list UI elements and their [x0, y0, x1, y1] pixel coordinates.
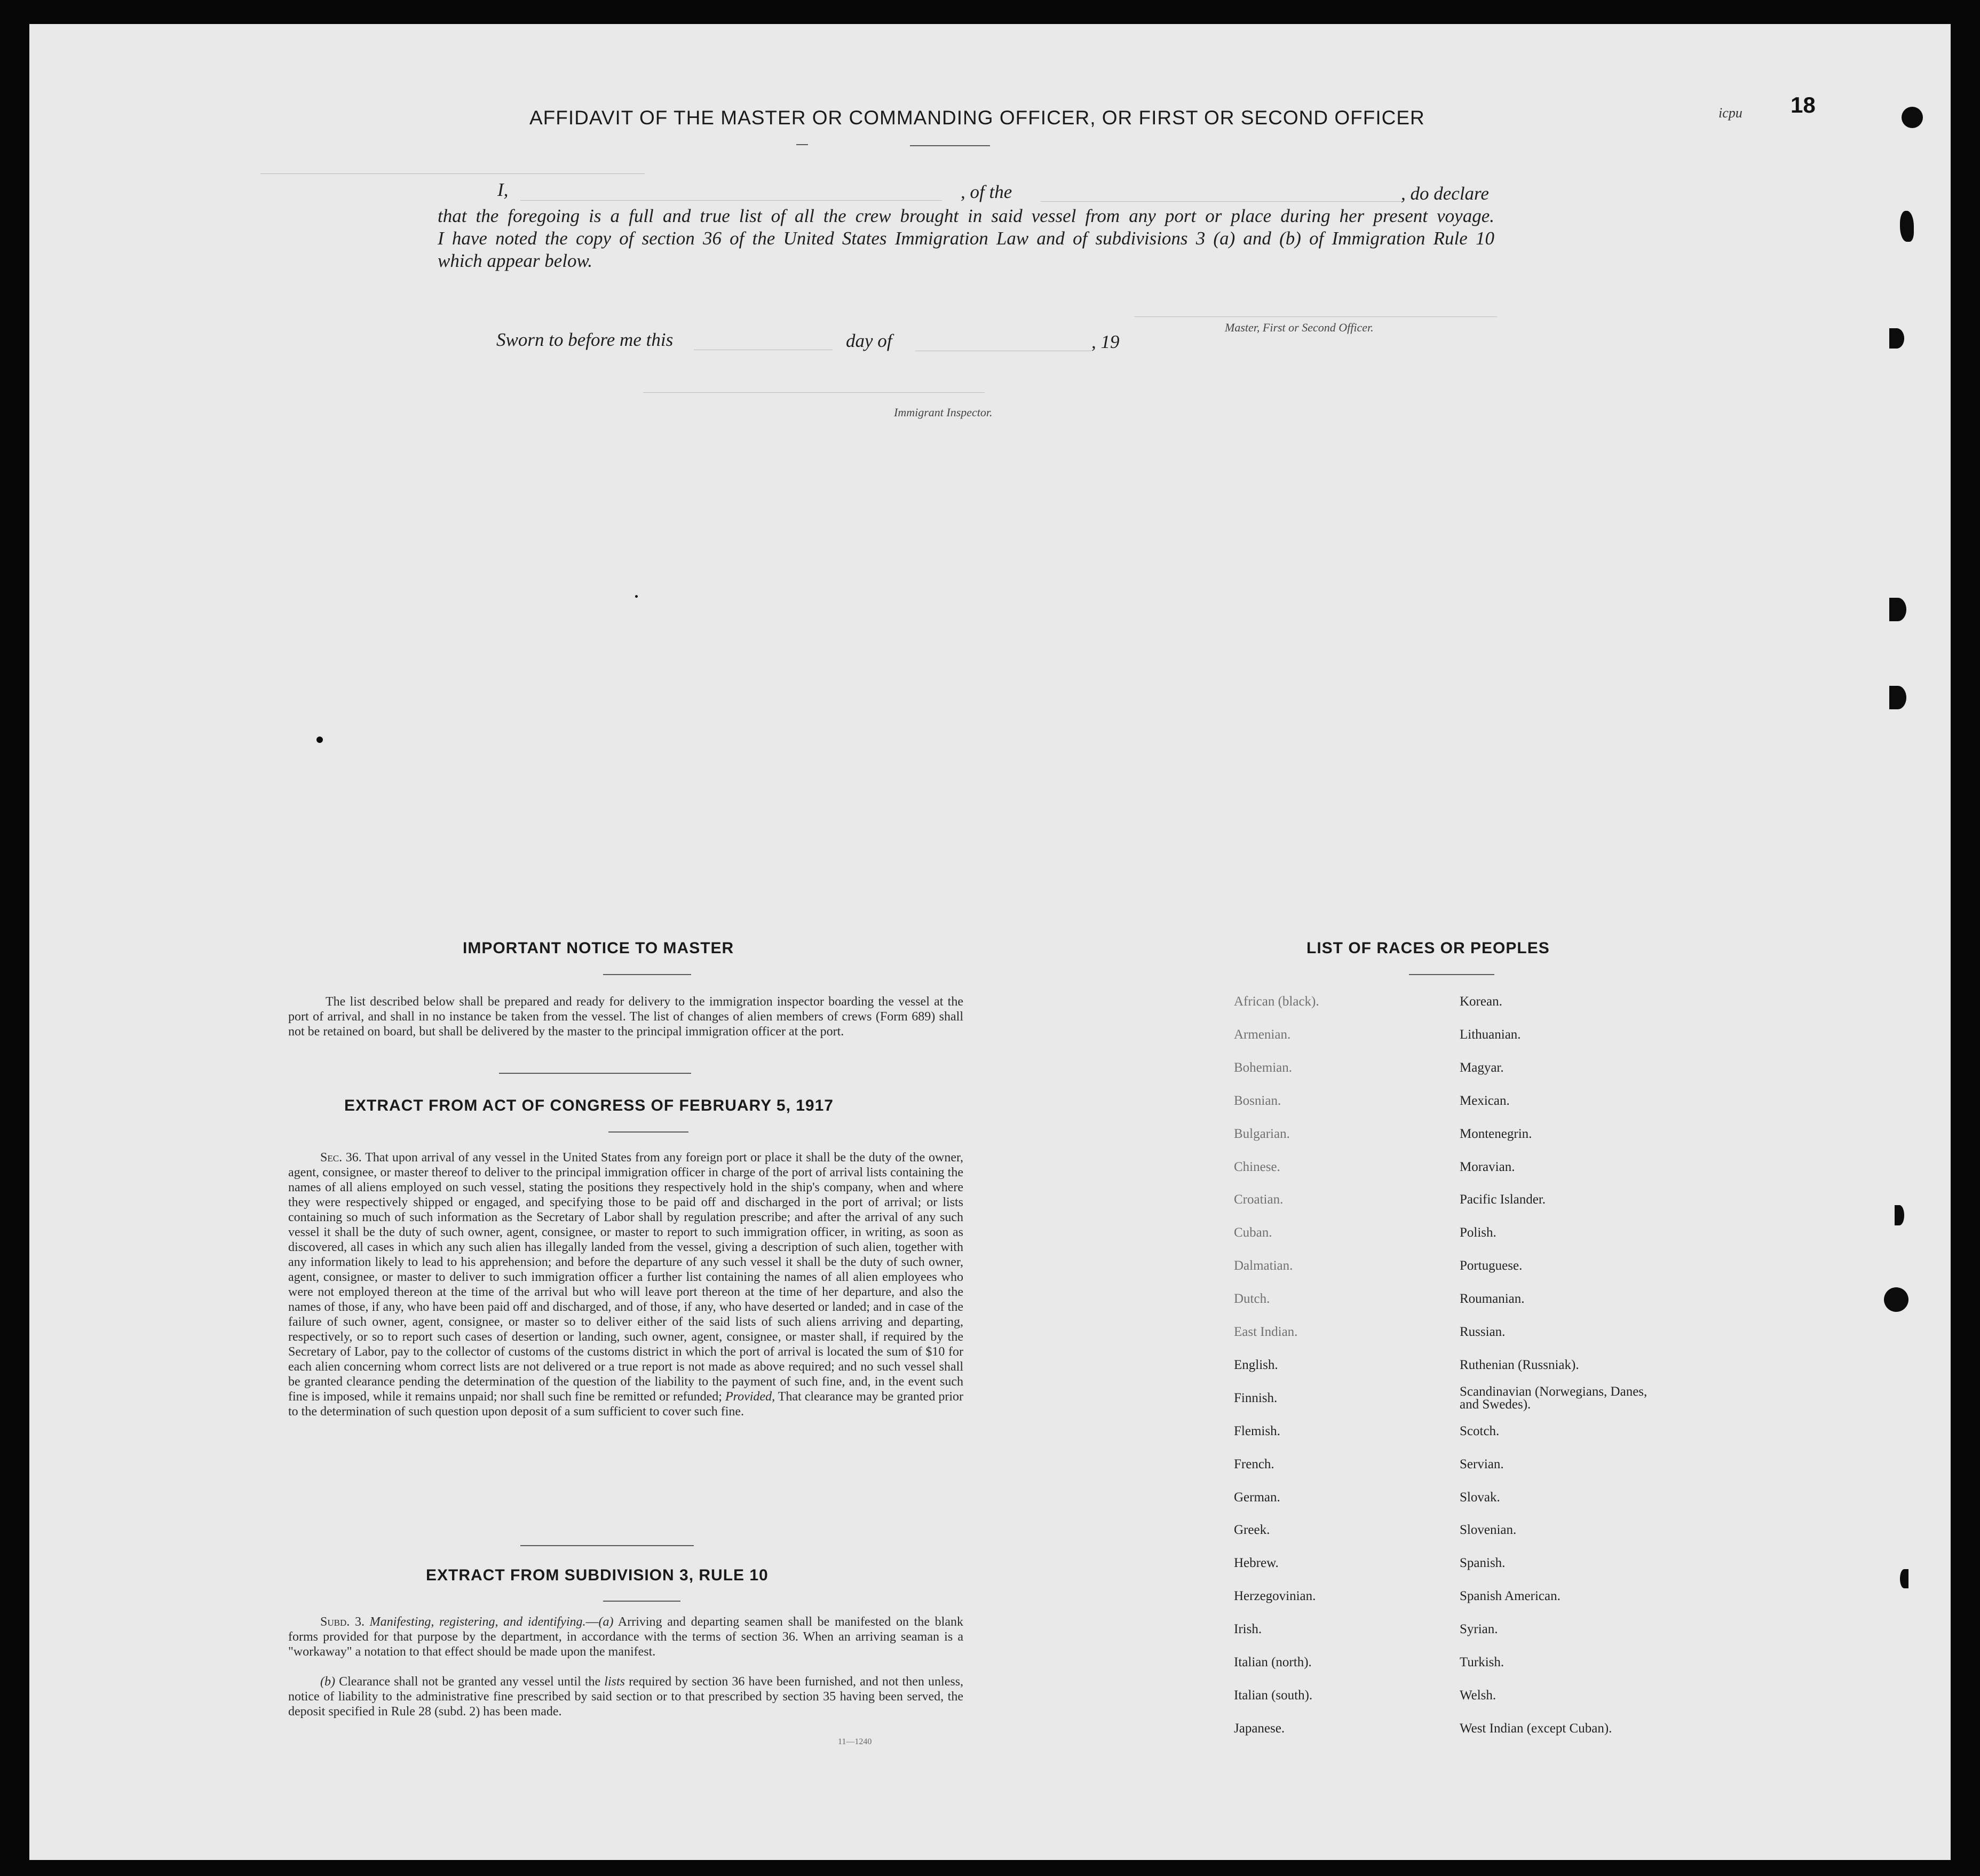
divider: [499, 1073, 691, 1074]
subd-label: Subd. 3.: [320, 1615, 365, 1629]
a-text: Arriving and departing seamen shall be manifested on the blank forms provided for that purpose by the department, in accordance with the terms of section 36. When an arriving seaman is a "workaway" a notation to that effect should be made upon the manifest.: [288, 1615, 963, 1659]
binder-hole: [1895, 1205, 1904, 1225]
race-item: Russian.: [1460, 1325, 1506, 1339]
divider: [1409, 974, 1494, 975]
b-text-1: Clearance shall not be granted any vessel until the: [339, 1675, 601, 1689]
race-item: Slovak.: [1460, 1490, 1500, 1505]
binder-hole: [1900, 1569, 1908, 1588]
race-item: Servian.: [1460, 1457, 1504, 1471]
day-of-text: day of: [846, 330, 892, 351]
year-text: , 19: [1091, 331, 1120, 352]
race-item: Dalmatian.: [1234, 1258, 1293, 1273]
race-item: Bohemian.: [1234, 1060, 1293, 1075]
divider: [603, 1601, 680, 1602]
race-item: Portuguese.: [1460, 1258, 1523, 1273]
master-caption: Master, First or Second Officer.: [1225, 321, 1374, 334]
extract-rule-a: Subd. 3. Manifesting, registering, and identifying.—(a) Arriving and departing seamen shall be manifested on the blank forms provided for that purpose by the department, in accordance with the terms of section 36. When an arriving seaman is a "workaway" a notation to that effect should be made upon the manifest.: [288, 1615, 963, 1659]
page-number: 18: [1791, 92, 1816, 117]
race-item: West Indian (except Cuban).: [1460, 1721, 1612, 1736]
provided-word: Provided,: [725, 1390, 775, 1404]
race-item: Italian (north).: [1234, 1655, 1312, 1669]
race-item: Dutch.: [1234, 1292, 1270, 1307]
race-item: Irish.: [1234, 1622, 1262, 1637]
race-item: Magyar.: [1460, 1060, 1504, 1075]
divider: [910, 145, 990, 146]
extract-rule-title: EXTRACT FROM SUBDIVISION 3, RULE 10: [426, 1566, 769, 1584]
race-item: Welsh.: [1460, 1688, 1496, 1703]
race-item: Croatian.: [1234, 1192, 1284, 1207]
notice-text: The list described below shall be prepared and ready for delivery to the immigration inspector boarding the vessel at the port of arrival, and shall in no instance be taken from the vessel. The list of changes of alien members of crews (Form 689) shall not be retained on board, but shall be delivered by the master to the principal immigration officer at the port.: [288, 995, 963, 1039]
extract-act-title: EXTRACT FROM ACT OF CONGRESS OF FEBRUARY 5, 1917: [344, 1097, 834, 1114]
race-item: Italian (south).: [1234, 1688, 1313, 1703]
divider: [520, 1545, 694, 1546]
races-title: LIST OF RACES OR PEOPLES: [1306, 939, 1550, 957]
affidavit-declare: , do declare: [1401, 183, 1489, 204]
race-item: Moravian.: [1460, 1159, 1515, 1174]
document-page: [29, 24, 1951, 1860]
race-item: Greek.: [1234, 1523, 1270, 1538]
race-item: Roumanian.: [1460, 1292, 1525, 1307]
section-label: Sec. 36.: [320, 1151, 362, 1165]
race-item: English.: [1234, 1357, 1278, 1372]
race-item: Bosnian.: [1234, 1093, 1281, 1108]
race-item: German.: [1234, 1490, 1280, 1505]
binder-hole: [1889, 598, 1906, 621]
affidavit-line-2: that the foregoing is a full and true list of all the crew brought in said vessel from any port or place during her present voyage.: [438, 205, 1494, 226]
a-label: (a): [598, 1615, 614, 1629]
stamp-mark: icpu: [1718, 105, 1743, 121]
race-item: African (black).: [1234, 994, 1319, 1009]
race-item: Turkish.: [1460, 1655, 1504, 1669]
subd-heading: Manifesting, registering, and identifying.: [369, 1615, 586, 1629]
affidavit-i: I,: [497, 179, 509, 200]
affidavit-line-4: which appear below.: [438, 250, 593, 271]
binder-hole: [1902, 107, 1923, 128]
b-text-2: required by section 36 have been furnished, and not then unless, notice of liability to the administrative fine prescribed by said section or to that prescribed by section 35 having been served, the deposit specified in Rule 28 (subd. 2) has been made.: [288, 1675, 963, 1719]
race-item: Finnish.: [1234, 1390, 1278, 1405]
section-text-end: That clearance may be granted prior to the determination of such question upon deposit of a sum sufficient to cover such fine.: [288, 1390, 963, 1419]
race-item: Syrian.: [1460, 1622, 1498, 1637]
race-item: Polish.: [1460, 1225, 1496, 1240]
section-text: That upon arrival of any vessel in the United States from any foreign port or place it shall be the duty of the owner, agent, consignee, or master thereof to deliver to the principal immigration officer in charge of the port of arrival lists containing the names of all aliens employed on such vessel, stating the positions they respectively hold in the ship's company, when and where they were respectively shipped or engaged, and specifying those to be paid off and discharged in the port of arrival; or lists containing so much of such information as the Secretary of Labor shall by regulation prescribe; and after the arrival of any such vessel it shall be the duty of such owner, agent, consignee, or master to report to such immigration officer, in writing, as soon as discovered, all cases in which any such alien has illegally landed from the vessel, giving a description of such alien, together with any information likely to lead to his apprehension; and before the departure of any such vessel it shall be the duty of such owner, agent, consignee, or master to deliver to such immigration officer a further list containing the names of all alien employees who were not employed thereon at the time of the arrival but who will leave port thereon at the time of her departure, and also the names of those, if any, who have been paid off and discharged, and of those, if any, who have deserted or landed; and in case of the failure of such owner, agent, consignee, or master so to deliver either of the said lists of such aliens arriving and departing, respectively, or so to report such cases of desertion or landing, such owner, agent, consignee, or master shall, if required by the Secretary of Labor, pay to the collector of customs of the customs district in which the port of arrival is located the sum of $10 for each alien concerning whom correct lists are not delivered or a true report is not made as above required; and no such vessel shall be granted clearance pending the determination of the question of the liability to the payment of such fine, and, in the event such fine is imposed, while it remains unpaid; nor shall such fine be remitted or refunded;: [288, 1151, 963, 1404]
race-item: Hebrew.: [1234, 1556, 1279, 1571]
b-label: (b): [320, 1675, 335, 1689]
form-number: 11—1240: [838, 1737, 872, 1746]
race-item: Montenegrin.: [1460, 1126, 1532, 1141]
race-item: Scotch.: [1460, 1423, 1500, 1438]
race-item: Spanish American.: [1460, 1589, 1561, 1604]
binder-hole: [1889, 686, 1906, 709]
race-item: Mexican.: [1460, 1093, 1510, 1108]
race-item: Slovenian.: [1460, 1523, 1517, 1538]
vessel-blank: [1041, 201, 1404, 202]
extract-act-text: [288, 1150, 963, 1528]
race-item: Flemish.: [1234, 1423, 1280, 1438]
race-item: Armenian.: [1234, 1027, 1291, 1042]
inspector-signature-line: [643, 392, 985, 393]
affidavit-line-3: I have noted the copy of section 36 of the United States Immigration Law and of subdivisions 3 (a) and (b) of Immigration Rule 10: [438, 228, 1494, 249]
race-item: Pacific Islander.: [1460, 1192, 1546, 1207]
signature-line: [260, 173, 645, 174]
name-blank: [520, 200, 942, 201]
speck: [635, 595, 638, 598]
race-item: Ruthenian (Russniak).: [1460, 1357, 1579, 1372]
race-item: Korean.: [1460, 994, 1502, 1009]
race-item: Cuban.: [1234, 1225, 1272, 1240]
affidavit-of-the: , of the: [961, 181, 1012, 202]
notice-title: IMPORTANT NOTICE TO MASTER: [463, 939, 734, 957]
race-item: Herzegovinian.: [1234, 1589, 1316, 1604]
race-item: Bulgarian.: [1234, 1126, 1290, 1141]
affidavit-title: AFFIDAVIT OF THE MASTER OR COMMANDING OFFICER, OR FIRST OR SECOND OFFICER: [529, 107, 1425, 129]
race-item: Lithuanian.: [1460, 1027, 1521, 1042]
inspector-caption: Immigrant Inspector.: [894, 406, 993, 419]
sworn-text: Sworn to before me this: [496, 329, 674, 350]
divider: [608, 1131, 688, 1133]
binder-hole: [1889, 328, 1904, 349]
b-lists: lists: [604, 1675, 625, 1689]
binder-hole: [1900, 211, 1914, 242]
binder-hole: [1884, 1287, 1908, 1312]
speck: [316, 737, 323, 743]
divider: [603, 974, 691, 975]
race-item: Spanish.: [1460, 1556, 1506, 1571]
race-item: Scandinavian (Norwegians, Danes, and Swedes).: [1460, 1384, 1648, 1412]
race-item: Chinese.: [1234, 1159, 1280, 1174]
master-signature-line: [1134, 316, 1497, 317]
divider: [796, 144, 808, 145]
race-item: East Indian.: [1234, 1325, 1298, 1339]
race-item: Japanese.: [1234, 1721, 1285, 1736]
race-item: French.: [1234, 1457, 1274, 1471]
extract-rule-b: [288, 1674, 963, 1734]
